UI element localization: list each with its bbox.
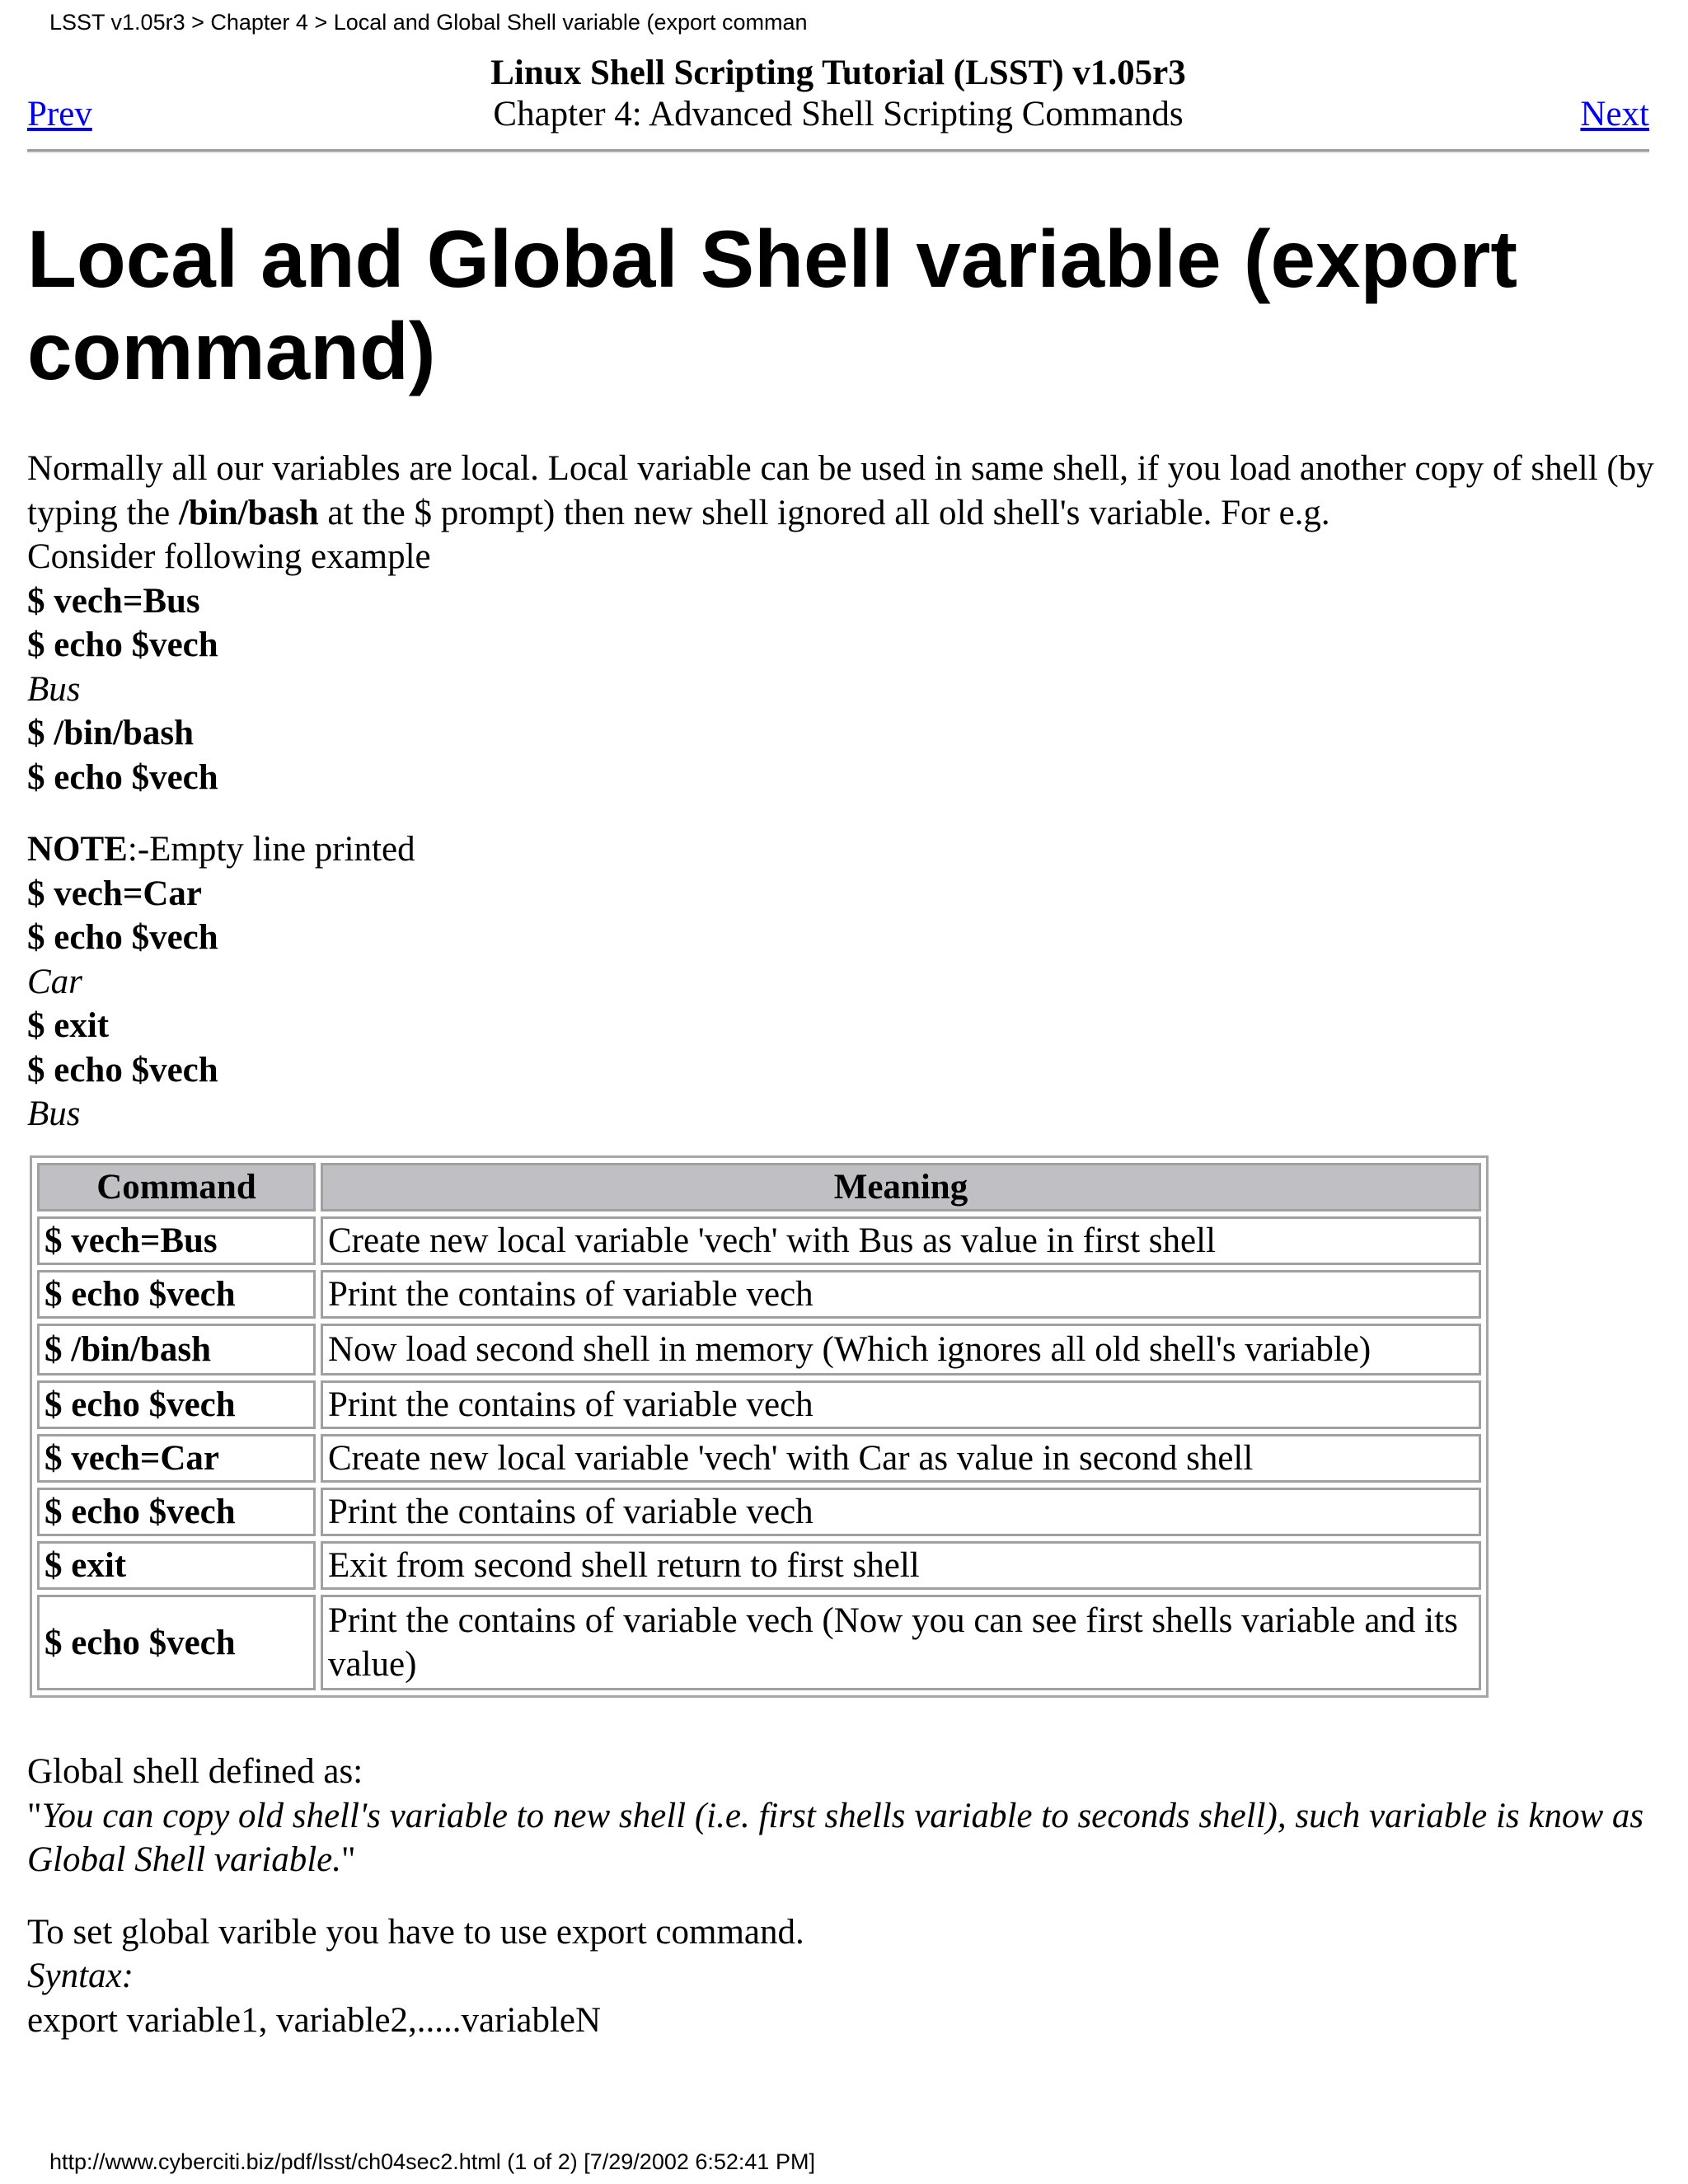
command-text: $ vech=Bus bbox=[27, 581, 200, 621]
global-definition-quote bbox=[27, 1794, 1667, 1882]
note-label: NOTE bbox=[27, 830, 128, 869]
column-header-meaning: Meaning bbox=[321, 1163, 1481, 1212]
command-text: $ echo $vech bbox=[27, 918, 218, 957]
syntax-label-text: Syntax: bbox=[27, 1957, 134, 1995]
syntax-label bbox=[27, 1954, 1667, 1999]
example-line bbox=[27, 623, 1667, 668]
command-cell: $ vech=Bus bbox=[37, 1216, 316, 1265]
table-row bbox=[37, 1324, 1481, 1376]
table-row bbox=[37, 1434, 1481, 1483]
command-text: $ /bin/bash bbox=[27, 714, 194, 752]
table-row bbox=[37, 1216, 1481, 1265]
example-line bbox=[27, 579, 1667, 624]
meaning-cell: Exit from second shell return to first shell bbox=[321, 1541, 1481, 1590]
table-row bbox=[37, 1541, 1481, 1590]
meaning-cell: Print the contains of variable vech bbox=[321, 1270, 1481, 1319]
intro-text-end: at the $ prompt) then new shell ignored all old shell's variable. For e.g. bbox=[318, 493, 1330, 532]
output-text: Car bbox=[27, 962, 82, 1001]
meaning-cell: Print the contains of variable vech bbox=[321, 1380, 1481, 1429]
quote-mark-open: " bbox=[27, 1796, 42, 1835]
command-cell: $ echo $vech bbox=[37, 1595, 316, 1690]
example-line bbox=[27, 916, 1667, 960]
header-divider bbox=[27, 149, 1649, 153]
export-instruction: To set global varible you have to use export command. bbox=[27, 1912, 804, 1952]
syntax-line: export variable1, variable2,.....variableN bbox=[27, 2000, 602, 2040]
command-cell: $ exit bbox=[37, 1541, 316, 1590]
command-text: $ echo $vech bbox=[27, 626, 218, 664]
column-header-command: Command bbox=[37, 1163, 316, 1212]
quote-text: You can copy old shell's variable to new shell (i.e. first shells variable to seconds shell), such variable is know as Global Shell variable. bbox=[27, 1796, 1644, 1879]
command-cell: $ echo $vech bbox=[37, 1488, 316, 1536]
example-line bbox=[27, 1004, 1667, 1048]
chapter-title: Chapter 4: Advanced Shell Scripting Commands bbox=[493, 95, 1184, 134]
intro-text: Normally all our variables are local. Local variable can be used in same shell, if you load another copy of shell (by typing the bbox=[27, 449, 1654, 532]
output-text: Bus bbox=[27, 1094, 81, 1133]
intro-paragraph bbox=[27, 447, 1667, 535]
example-line bbox=[27, 960, 1667, 1005]
example-line bbox=[27, 756, 1667, 800]
intro-section bbox=[27, 447, 1667, 1137]
meaning-cell: Print the contains of variable vech bbox=[321, 1488, 1481, 1536]
command-text: $ echo $vech bbox=[27, 1050, 218, 1090]
global-definition-label: Global shell defined as: bbox=[27, 1752, 363, 1791]
meaning-cell: Now load second shell in memory (Which ignores all old shell's variable) bbox=[321, 1324, 1481, 1376]
breadcrumb: LSST v1.05r3 > Chapter 4 > Local and Global Shell variable (export comman bbox=[49, 10, 808, 35]
example-line bbox=[27, 668, 1667, 712]
example-line bbox=[27, 872, 1667, 916]
meaning-cell: Create new local variable 'vech' with Bus as value in first shell bbox=[321, 1216, 1481, 1265]
page-title: Local and Global Shell variable (export command) bbox=[27, 213, 1518, 396]
spacer bbox=[27, 799, 1667, 827]
example-line bbox=[27, 1092, 1667, 1137]
command-meaning-table bbox=[30, 1155, 1489, 1698]
tutorial-title: Linux Shell Scripting Tutorial (LSST) v1.05r3 bbox=[490, 54, 1186, 92]
table-row bbox=[37, 1595, 1481, 1690]
prev-link[interactable]: Prev bbox=[27, 95, 92, 134]
header-titles bbox=[27, 53, 1649, 135]
command-text: $ exit bbox=[27, 1006, 110, 1045]
meaning-cell: Print the contains of variable vech (Now you can see first shells variable and its value) bbox=[321, 1595, 1481, 1690]
command-cell: $ /bin/bash bbox=[37, 1324, 316, 1376]
intro-bold-path: /bin/bash bbox=[178, 493, 319, 532]
meaning-cell: Create new local variable 'vech' with Car as value in second shell bbox=[321, 1434, 1481, 1483]
command-text: $ vech=Car bbox=[27, 874, 202, 913]
command-cell: $ vech=Car bbox=[37, 1434, 316, 1483]
quote-mark-close: " bbox=[340, 1840, 356, 1879]
example-line bbox=[27, 1048, 1667, 1093]
spacer bbox=[27, 1882, 1667, 1910]
navigation-header bbox=[27, 53, 1649, 142]
next-link[interactable]: Next bbox=[1580, 95, 1649, 134]
command-cell: $ echo $vech bbox=[37, 1380, 316, 1429]
table-row bbox=[37, 1270, 1481, 1319]
output-text: Bus bbox=[27, 669, 81, 709]
command-cell: $ echo $vech bbox=[37, 1270, 316, 1319]
table-row bbox=[37, 1488, 1481, 1536]
page-footer: http://www.cyberciti.biz/pdf/lsst/ch04sec2.html (1 of 2) [7/29/2002 6:52:41 PM] bbox=[49, 2149, 815, 2174]
command-text: $ echo $vech bbox=[27, 757, 218, 797]
note-line bbox=[27, 827, 1667, 872]
example-line bbox=[27, 711, 1667, 756]
table-row bbox=[37, 1380, 1481, 1429]
intro-example-line: Consider following example bbox=[27, 537, 431, 576]
table-header-row bbox=[37, 1163, 1481, 1212]
global-section bbox=[27, 1750, 1667, 2042]
note-text: :-Empty line printed bbox=[127, 830, 415, 869]
